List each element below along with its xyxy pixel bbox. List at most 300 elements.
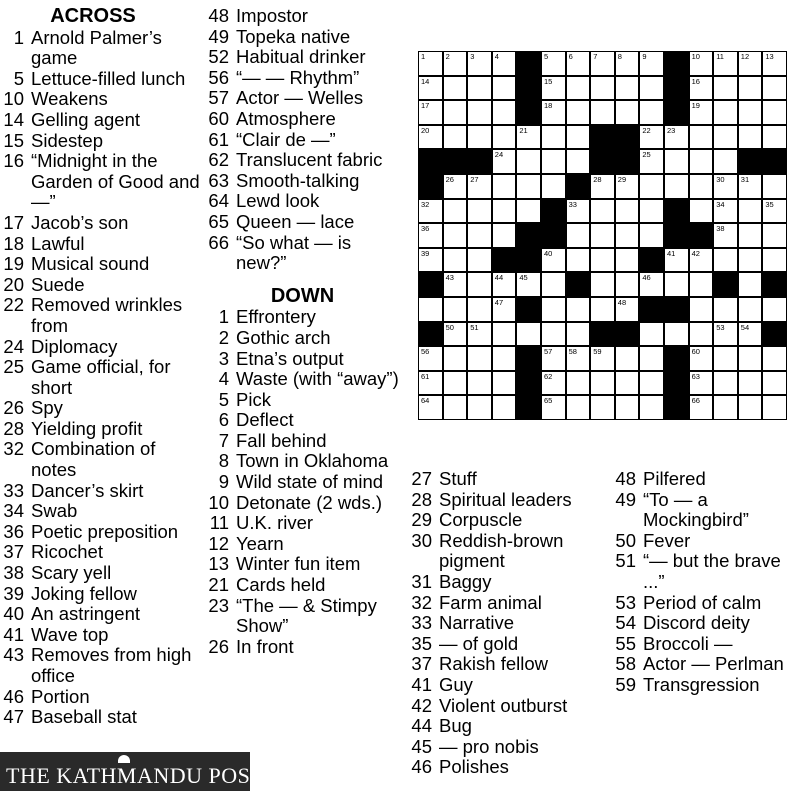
grid-cell[interactable] <box>738 174 763 199</box>
grid-cell[interactable] <box>418 76 443 101</box>
grid-cell[interactable] <box>418 51 443 76</box>
grid-cell[interactable] <box>467 100 492 125</box>
cell-number: 43 <box>445 273 454 283</box>
clue-text: Arnold Palmer’s game <box>31 26 162 69</box>
grid-cell[interactable] <box>492 346 517 371</box>
grid-cell[interactable] <box>738 297 763 322</box>
grid-cell[interactable] <box>443 100 468 125</box>
grid-cell[interactable] <box>689 272 714 297</box>
clue-item <box>612 634 800 655</box>
grid-cell[interactable] <box>443 76 468 101</box>
cell-number: 50 <box>445 322 454 332</box>
grid-cell[interactable] <box>492 322 517 347</box>
grid-cell[interactable] <box>492 199 517 224</box>
grid-cell[interactable] <box>492 125 517 150</box>
clue-text: Lettuce-filled lunch <box>31 67 186 89</box>
grid-cell[interactable] <box>516 199 541 224</box>
grid-cell[interactable] <box>492 395 517 420</box>
grid-cell[interactable] <box>492 297 517 322</box>
grid-block <box>664 100 689 125</box>
clue-number: 17 <box>3 211 24 233</box>
down-clues-column-4 <box>612 469 800 696</box>
clue-text: Guy <box>439 673 473 695</box>
grid-cell[interactable] <box>639 272 664 297</box>
cell-number: 23 <box>667 125 676 135</box>
grid-cell[interactable] <box>762 395 787 420</box>
clue-text: Habitual drinker <box>236 46 366 68</box>
grid-cell[interactable] <box>615 371 640 396</box>
clue-item <box>612 593 800 614</box>
grid-cell[interactable] <box>418 395 443 420</box>
clue-item <box>0 398 200 419</box>
grid-cell[interactable] <box>762 371 787 396</box>
grid-cell[interactable] <box>566 371 591 396</box>
clue-item <box>408 737 608 758</box>
grid-cell[interactable] <box>713 174 738 199</box>
clue-item <box>0 275 200 296</box>
clue-text: “So what — is new?” <box>236 231 352 274</box>
clue-item <box>0 584 200 605</box>
clue-number: 32 <box>3 438 24 460</box>
clue-text: Farm animal <box>439 591 542 613</box>
grid-cell[interactable] <box>639 100 664 125</box>
clue-item <box>408 757 608 778</box>
grid-cell[interactable] <box>541 174 566 199</box>
clue-text: Scary yell <box>31 562 112 584</box>
grid-cell[interactable] <box>418 125 443 150</box>
grid-cell[interactable] <box>639 125 664 150</box>
grid-cell[interactable] <box>541 100 566 125</box>
grid-cell[interactable] <box>492 149 517 174</box>
clue-number: 1 <box>218 306 229 328</box>
clue-item <box>205 88 400 109</box>
grid-cell[interactable] <box>541 346 566 371</box>
grid-cell[interactable] <box>418 223 443 248</box>
grid-cell[interactable] <box>492 223 517 248</box>
grid-cell[interactable] <box>590 51 615 76</box>
grid-cell[interactable] <box>689 297 714 322</box>
clue-text: Joking fellow <box>31 582 137 604</box>
clue-number: 8 <box>218 450 229 472</box>
grid-cell[interactable] <box>516 149 541 174</box>
clue-text: “Midnight in the Garden of Good and —” <box>31 150 200 213</box>
grid-cell[interactable] <box>738 76 763 101</box>
clue-item <box>0 542 200 563</box>
clue-number: 53 <box>615 591 636 613</box>
grid-cell[interactable] <box>566 51 591 76</box>
grid-cell[interactable] <box>566 223 591 248</box>
grid-cell[interactable] <box>492 371 517 396</box>
grid-cell[interactable] <box>689 248 714 273</box>
grid-cell[interactable] <box>443 51 468 76</box>
clue-text: Actor — Welles <box>236 87 364 109</box>
grid-cell[interactable] <box>418 248 443 273</box>
cell-number: 59 <box>593 347 602 357</box>
cell-number: 64 <box>421 396 430 406</box>
cell-number: 26 <box>445 175 454 184</box>
down-heading: DOWN <box>270 284 335 307</box>
grid-cell[interactable] <box>762 199 787 224</box>
grid-block <box>664 297 689 322</box>
grid-cell[interactable] <box>516 272 541 297</box>
grid-cell[interactable] <box>467 346 492 371</box>
clue-number: 28 <box>3 417 24 439</box>
grid-cell[interactable] <box>566 149 591 174</box>
grid-cell[interactable] <box>762 76 787 101</box>
grid-cell[interactable] <box>541 125 566 150</box>
grid-cell[interactable] <box>615 297 640 322</box>
grid-cell[interactable] <box>492 272 517 297</box>
grid-cell[interactable] <box>738 199 763 224</box>
grid-cell[interactable] <box>467 395 492 420</box>
clue-text: Game official, for short <box>31 356 171 398</box>
grid-cell[interactable] <box>418 100 443 125</box>
grid-cell[interactable] <box>492 100 517 125</box>
grid-cell[interactable] <box>738 223 763 248</box>
grid-cell[interactable] <box>467 371 492 396</box>
grid-cell[interactable] <box>713 322 738 347</box>
grid-cell[interactable] <box>713 76 738 101</box>
clue-item <box>408 469 608 490</box>
clue-item <box>205 575 400 596</box>
grid-cell[interactable] <box>566 346 591 371</box>
grid-cell[interactable] <box>541 149 566 174</box>
grid-cell[interactable] <box>443 248 468 273</box>
clue-text: Discord deity <box>643 612 750 634</box>
grid-cell[interactable] <box>541 76 566 101</box>
grid-cell[interactable] <box>492 51 517 76</box>
clue-number: 46 <box>411 756 432 778</box>
grid-block <box>664 199 689 224</box>
grid-cell[interactable] <box>762 100 787 125</box>
grid-cell[interactable] <box>713 248 738 273</box>
grid-cell[interactable] <box>443 223 468 248</box>
grid-cell[interactable] <box>639 395 664 420</box>
grid-cell[interactable] <box>762 174 787 199</box>
grid-cell[interactable] <box>615 199 640 224</box>
grid-cell[interactable] <box>713 51 738 76</box>
grid-cell[interactable] <box>615 346 640 371</box>
grid-cell[interactable] <box>467 322 492 347</box>
grid-block <box>418 149 443 174</box>
clue-number: 15 <box>3 129 24 151</box>
grid-cell[interactable] <box>443 125 468 150</box>
grid-cell[interactable] <box>516 174 541 199</box>
clue-text: An astringent <box>31 603 141 625</box>
clue-number: 21 <box>208 574 229 596</box>
grid-cell[interactable] <box>664 174 689 199</box>
clue-item <box>408 613 608 634</box>
clue-item <box>205 328 400 349</box>
cell-number: 15 <box>544 76 553 86</box>
clue-item <box>0 625 200 646</box>
grid-cell[interactable] <box>418 346 443 371</box>
grid-cell[interactable] <box>713 199 738 224</box>
grid-cell[interactable] <box>762 51 787 76</box>
grid-cell[interactable] <box>689 76 714 101</box>
cell-number: 18 <box>544 101 553 111</box>
grid-cell[interactable] <box>639 174 664 199</box>
grid-cell[interactable] <box>590 395 615 420</box>
grid-cell[interactable] <box>664 272 689 297</box>
grid-cell[interactable] <box>664 248 689 273</box>
clue-item <box>0 357 200 398</box>
grid-cell[interactable] <box>713 125 738 150</box>
cell-number: 7 <box>593 52 598 61</box>
grid-cell[interactable] <box>713 297 738 322</box>
clue-number: 6 <box>218 409 229 431</box>
grid-cell[interactable] <box>738 272 763 297</box>
clue-item <box>205 637 400 658</box>
grid-cell[interactable] <box>590 371 615 396</box>
grid-cell[interactable] <box>639 149 664 174</box>
grid-cell[interactable] <box>664 125 689 150</box>
grid-cell[interactable] <box>762 248 787 273</box>
grid-cell[interactable] <box>738 395 763 420</box>
grid-cell[interactable] <box>590 174 615 199</box>
clue-number: 29 <box>411 509 432 531</box>
clue-number: 19 <box>3 253 24 275</box>
grid-cell[interactable] <box>443 297 468 322</box>
clue-number: 49 <box>615 488 636 510</box>
grid-cell[interactable] <box>615 395 640 420</box>
grid-cell[interactable] <box>590 272 615 297</box>
clue-item <box>0 151 200 213</box>
grid-cell[interactable] <box>615 248 640 273</box>
clue-text: Smooth-talking <box>236 169 360 191</box>
clue-number: 9 <box>218 471 229 493</box>
clue-text: Spiritual leaders <box>439 488 572 510</box>
clue-number: 56 <box>208 66 229 88</box>
clue-number: 54 <box>615 612 636 634</box>
clue-text: Gelling agent <box>31 108 141 130</box>
clue-number: 14 <box>3 108 24 130</box>
grid-cell[interactable] <box>689 174 714 199</box>
grid-cell[interactable] <box>689 125 714 150</box>
grid-cell[interactable] <box>566 125 591 150</box>
grid-cell[interactable] <box>467 51 492 76</box>
grid-cell[interactable] <box>639 199 664 224</box>
grid-cell[interactable] <box>443 322 468 347</box>
grid-cell[interactable] <box>418 297 443 322</box>
clue-item <box>408 490 608 511</box>
clue-number: 37 <box>3 541 24 563</box>
grid-cell[interactable] <box>762 297 787 322</box>
grid-cell[interactable] <box>492 76 517 101</box>
grid-cell[interactable] <box>738 100 763 125</box>
grid-cell[interactable] <box>467 76 492 101</box>
clue-number: 41 <box>3 623 24 645</box>
cell-number: 29 <box>617 175 627 184</box>
clue-item <box>0 213 200 234</box>
grid-cell[interactable] <box>615 223 640 248</box>
grid-cell[interactable] <box>713 149 738 174</box>
cell-number: 54 <box>740 322 750 332</box>
clue-item <box>205 233 400 274</box>
grid-cell[interactable] <box>738 125 763 150</box>
clue-item <box>408 572 608 593</box>
grid-cell[interactable] <box>590 76 615 101</box>
grid-cell[interactable] <box>639 76 664 101</box>
clue-text: Poetic preposition <box>31 520 179 542</box>
kathmandu-post-logo <box>0 752 265 791</box>
grid-cell[interactable] <box>639 371 664 396</box>
grid-cell[interactable] <box>738 248 763 273</box>
grid-cell[interactable] <box>738 51 763 76</box>
clue-text: Topeka native <box>236 25 351 47</box>
grid-cell[interactable] <box>639 223 664 248</box>
grid-cell[interactable] <box>566 297 591 322</box>
clue-item <box>612 654 800 675</box>
grid-cell[interactable] <box>615 272 640 297</box>
grid-cell[interactable] <box>615 100 640 125</box>
clue-text: Waste (with “away”) <box>236 368 399 390</box>
clue-number: 58 <box>615 653 636 675</box>
grid-cell[interactable] <box>443 272 468 297</box>
clue-item <box>612 675 800 696</box>
grid-cell[interactable] <box>467 174 492 199</box>
grid-cell[interactable] <box>516 125 541 150</box>
clue-item <box>205 349 400 370</box>
clue-item <box>0 707 200 728</box>
grid-cell[interactable] <box>713 371 738 396</box>
clue-text: Removed wrinkles from <box>31 294 183 336</box>
clue-text: Period of calm <box>643 591 762 613</box>
clue-number: 33 <box>411 612 432 634</box>
cell-number: 3 <box>470 52 475 61</box>
cell-number: 12 <box>740 52 750 61</box>
grid-cell[interactable] <box>566 322 591 347</box>
cell-number: 4 <box>494 52 499 61</box>
grid-cell[interactable] <box>467 223 492 248</box>
grid-cell[interactable] <box>762 125 787 150</box>
grid-cell[interactable] <box>418 199 443 224</box>
grid-cell[interactable] <box>738 322 763 347</box>
clue-number: 57 <box>208 87 229 109</box>
grid-cell[interactable] <box>541 297 566 322</box>
grid-cell[interactable] <box>566 248 591 273</box>
grid-cell[interactable] <box>590 346 615 371</box>
grid-cell[interactable] <box>689 371 714 396</box>
grid-cell[interactable] <box>541 248 566 273</box>
clue-text: Yielding profit <box>31 417 143 439</box>
grid-cell[interactable] <box>467 272 492 297</box>
clue-item <box>0 337 200 358</box>
grid-cell[interactable] <box>615 174 640 199</box>
clue-item <box>205 596 400 637</box>
clue-number: 39 <box>3 582 24 604</box>
grid-cell[interactable] <box>467 125 492 150</box>
grid-cell[interactable] <box>689 395 714 420</box>
grid-cell[interactable] <box>443 371 468 396</box>
clue-number: 34 <box>3 500 24 522</box>
grid-cell[interactable] <box>443 395 468 420</box>
grid-cell[interactable] <box>713 223 738 248</box>
grid-cell[interactable] <box>418 371 443 396</box>
cell-number: 58 <box>568 347 577 357</box>
grid-cell[interactable] <box>541 51 566 76</box>
clue-number: 33 <box>3 479 24 501</box>
grid-cell[interactable] <box>590 248 615 273</box>
grid-cell[interactable] <box>762 346 787 371</box>
grid-cell[interactable] <box>689 51 714 76</box>
clue-text: Baseball stat <box>31 706 137 728</box>
grid-cell[interactable] <box>689 100 714 125</box>
clue-text: Winter fun item <box>236 553 361 575</box>
clue-text: — pro nobis <box>439 735 539 757</box>
grid-cell[interactable] <box>738 371 763 396</box>
clue-number: 28 <box>411 488 432 510</box>
grid-cell[interactable] <box>443 199 468 224</box>
grid-cell[interactable] <box>467 297 492 322</box>
grid-cell[interactable] <box>541 395 566 420</box>
grid-cell[interactable] <box>516 322 541 347</box>
grid-cell[interactable] <box>713 346 738 371</box>
clue-number: 12 <box>208 532 229 554</box>
cell-number: 20 <box>421 125 430 135</box>
grid-cell[interactable] <box>467 199 492 224</box>
clue-item <box>205 472 400 493</box>
grid-cell[interactable] <box>541 272 566 297</box>
grid-cell[interactable] <box>639 51 664 76</box>
clue-item <box>205 47 400 68</box>
clue-item <box>0 563 200 584</box>
grid-cell[interactable] <box>664 149 689 174</box>
clue-item <box>408 510 608 531</box>
grid-cell[interactable] <box>664 322 689 347</box>
grid-cell[interactable] <box>762 223 787 248</box>
grid-cell[interactable] <box>590 297 615 322</box>
grid-cell[interactable] <box>713 395 738 420</box>
grid-cell[interactable] <box>590 223 615 248</box>
grid-cell[interactable] <box>639 346 664 371</box>
clue-text: Translucent fabric <box>236 149 383 171</box>
cell-number: 45 <box>519 273 528 283</box>
grid-cell[interactable] <box>492 174 517 199</box>
grid-block <box>516 76 541 101</box>
grid-cell[interactable] <box>689 346 714 371</box>
grid-cell[interactable] <box>443 174 468 199</box>
grid-block <box>418 272 443 297</box>
grid-cell[interactable] <box>566 395 591 420</box>
grid-cell[interactable] <box>590 100 615 125</box>
grid-cell[interactable] <box>566 76 591 101</box>
grid-cell[interactable] <box>566 100 591 125</box>
grid-cell[interactable] <box>615 51 640 76</box>
clue-item <box>408 634 608 655</box>
grid-cell[interactable] <box>541 322 566 347</box>
grid-cell[interactable] <box>689 322 714 347</box>
grid-cell[interactable] <box>566 199 591 224</box>
grid-cell[interactable] <box>713 100 738 125</box>
grid-block <box>443 149 468 174</box>
clue-item <box>205 431 400 452</box>
grid-cell[interactable] <box>689 149 714 174</box>
cell-number: 5 <box>544 52 549 61</box>
clue-text: Lawful <box>31 232 85 254</box>
grid-cell[interactable] <box>443 346 468 371</box>
grid-cell[interactable] <box>541 371 566 396</box>
clue-item <box>408 593 608 614</box>
grid-cell[interactable] <box>590 199 615 224</box>
grid-cell[interactable] <box>689 199 714 224</box>
grid-cell[interactable] <box>467 248 492 273</box>
grid-cell[interactable] <box>639 322 664 347</box>
clue-number: 36 <box>3 520 24 542</box>
grid-cell[interactable] <box>738 346 763 371</box>
grid-cell[interactable] <box>615 76 640 101</box>
clue-item <box>408 675 608 696</box>
